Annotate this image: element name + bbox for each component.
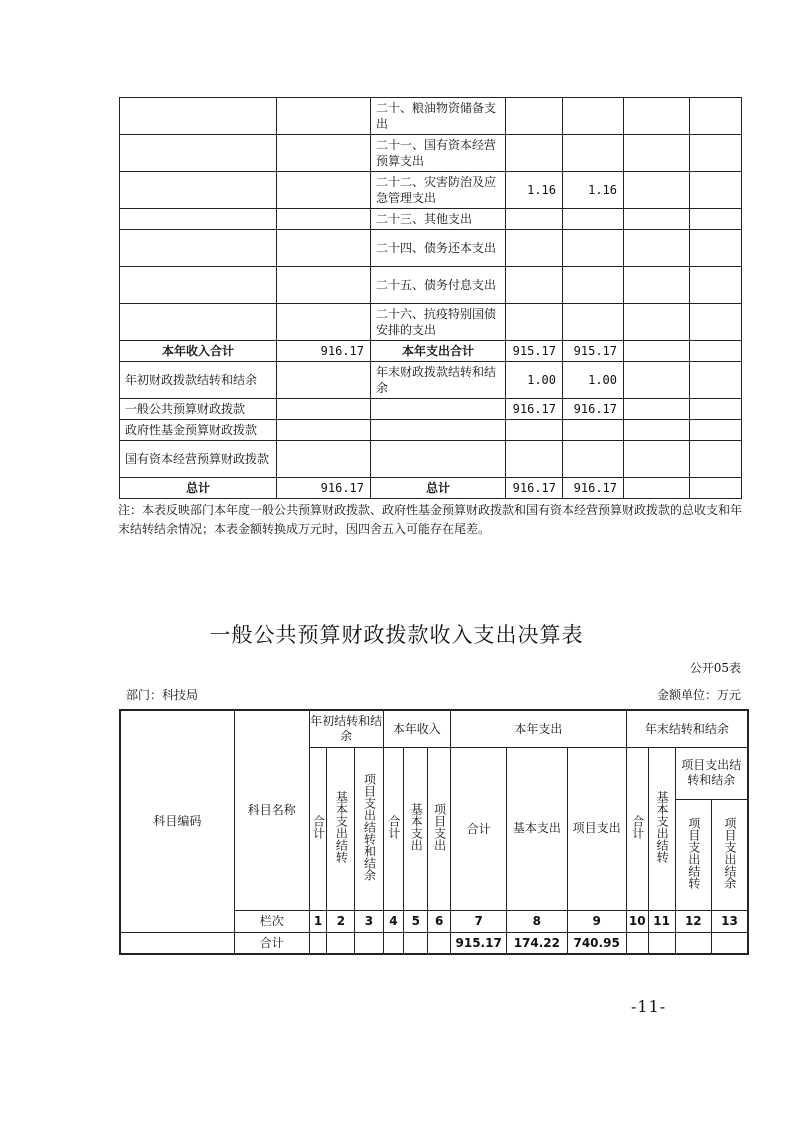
column-index-2: 2 <box>327 910 355 932</box>
table-cell: 国有资本经营预算财政拨款 <box>120 441 277 478</box>
table-cell: 916.17 <box>277 478 371 499</box>
table-row <box>120 399 742 420</box>
table-cell: 年末财政拨款结转和结余 <box>371 362 506 399</box>
column-index-11: 11 <box>648 910 675 932</box>
table-cell <box>624 478 690 499</box>
table-cell <box>277 267 371 304</box>
table-cell <box>371 420 506 441</box>
header-income-project: 项目支出 <box>432 802 447 851</box>
total-value-2 <box>327 932 355 954</box>
total-value-11 <box>648 932 675 954</box>
header-income-basic: 基本支出 <box>409 802 424 851</box>
table-cell <box>120 98 277 135</box>
table-cell <box>277 230 371 267</box>
table-cell <box>690 230 742 267</box>
column-index-1: 1 <box>309 910 327 932</box>
header-begin-group: 年初结转和结余 <box>309 710 383 747</box>
table-cell: 本年收入合计 <box>120 341 277 362</box>
table-cell <box>624 399 690 420</box>
table-cell <box>624 209 690 230</box>
table-row <box>120 420 742 441</box>
header-end-total: 合计 <box>630 814 645 839</box>
header-expense-basic: 基本支出 <box>507 747 567 910</box>
table-cell <box>277 399 371 420</box>
table-cell <box>277 420 371 441</box>
column-index-12: 12 <box>675 910 711 932</box>
table-cell <box>690 441 742 478</box>
table-cell <box>277 362 371 399</box>
table-cell: 916.17 <box>506 478 563 499</box>
table-cell <box>277 209 371 230</box>
table-cell <box>277 304 371 341</box>
table-cell: 总计 <box>120 478 277 499</box>
table-cell: 二十五、债务付息支出 <box>371 267 506 304</box>
table-cell <box>120 172 277 209</box>
table-cell: 915.17 <box>506 341 563 362</box>
column-index-13: 13 <box>712 910 749 932</box>
table-cell <box>563 230 624 267</box>
total-value-13 <box>712 932 749 954</box>
header-income-total: 合计 <box>386 814 401 839</box>
table-cell: 二十六、抗疫特别国债安排的支出 <box>371 304 506 341</box>
table-cell <box>371 441 506 478</box>
total-value-3 <box>355 932 383 954</box>
table-row <box>120 362 742 399</box>
table-cell: 二十一、国有资本经营预算支出 <box>371 135 506 172</box>
header-code: 科目编码 <box>120 710 234 932</box>
total-value-8: 174.22 <box>507 932 567 954</box>
table-cell <box>624 341 690 362</box>
header-end-project-group: 项目支出结转和结余 <box>675 747 748 799</box>
table-row <box>120 230 742 267</box>
table-cell: 一般公共预算财政拨款 <box>120 399 277 420</box>
table-row <box>120 441 742 478</box>
table-cell: 年初财政拨款结转和结余 <box>120 362 277 399</box>
table-cell <box>563 209 624 230</box>
table-cell: 916.17 <box>563 399 624 420</box>
total-value-6 <box>428 932 451 954</box>
table-cell <box>563 267 624 304</box>
table-row <box>120 209 742 230</box>
header-expense-project: 项目支出 <box>567 747 626 910</box>
table-cell <box>563 98 624 135</box>
total-value-7: 915.17 <box>451 932 507 954</box>
table-cell <box>690 399 742 420</box>
table-cell <box>690 341 742 362</box>
header-expense-group: 本年支出 <box>451 710 627 747</box>
column-index-4: 4 <box>383 910 404 932</box>
budget-summary-table <box>119 97 742 499</box>
table-cell: 1.00 <box>563 362 624 399</box>
header-begin-basic: 基本支出结转 <box>334 790 349 863</box>
page-number: -11- <box>631 997 667 1016</box>
index-label: 栏次 <box>234 910 309 932</box>
total-row-code <box>120 932 234 954</box>
department-label: 部门：科技局 <box>126 688 199 702</box>
table-cell: 916.17 <box>506 399 563 420</box>
table-row <box>120 172 742 209</box>
table-cell <box>624 172 690 209</box>
table-cell <box>690 209 742 230</box>
table-cell <box>690 172 742 209</box>
table-cell <box>563 304 624 341</box>
column-index-10: 10 <box>626 910 648 932</box>
column-index-5: 5 <box>404 910 428 932</box>
table-cell <box>690 478 742 499</box>
table-cell <box>506 135 563 172</box>
table-cell <box>690 304 742 341</box>
table-row <box>120 98 742 135</box>
header-end-basic: 基本支出结转 <box>655 790 670 863</box>
table-cell <box>506 420 563 441</box>
general-budget-table <box>119 709 749 955</box>
table-cell <box>624 135 690 172</box>
header-end-project-surplus: 项目支出结余 <box>723 816 737 889</box>
table-cell <box>120 304 277 341</box>
table-cell <box>506 267 563 304</box>
unit-label: 金额单位：万元 <box>656 688 741 702</box>
total-value-10 <box>626 932 648 954</box>
column-index-6: 6 <box>428 910 451 932</box>
table-row <box>120 135 742 172</box>
table-cell <box>277 135 371 172</box>
table-cell <box>120 209 277 230</box>
header-income-group: 本年收入 <box>383 710 451 747</box>
table-cell: 1.16 <box>563 172 624 209</box>
total-value-12 <box>675 932 711 954</box>
table-cell <box>624 362 690 399</box>
total-value-9: 740.95 <box>567 932 626 954</box>
column-index-8: 8 <box>507 910 567 932</box>
page-title: 一般公共预算财政拨款收入支出决算表 <box>209 623 584 647</box>
table-cell: 政府性基金预算财政拨款 <box>120 420 277 441</box>
column-index-9: 9 <box>567 910 626 932</box>
table-cell <box>624 441 690 478</box>
column-index-3: 3 <box>355 910 383 932</box>
table-cell <box>120 267 277 304</box>
table-cell <box>506 98 563 135</box>
table-cell <box>277 98 371 135</box>
table-cell: 916.17 <box>563 478 624 499</box>
table-cell <box>690 135 742 172</box>
table-row <box>120 341 742 362</box>
form-number: 公开05表 <box>689 661 741 675</box>
total-value-1 <box>309 932 327 954</box>
table-cell <box>506 304 563 341</box>
header-end-group: 年末结转和结余 <box>626 710 748 747</box>
table-cell <box>120 230 277 267</box>
table-cell <box>690 98 742 135</box>
table-cell <box>277 172 371 209</box>
table-cell: 二十四、债务还本支出 <box>371 230 506 267</box>
table-cell <box>624 267 690 304</box>
table-cell: 916.17 <box>277 341 371 362</box>
table-cell <box>506 441 563 478</box>
table-cell: 1.16 <box>506 172 563 209</box>
table-cell <box>624 98 690 135</box>
total-value-4 <box>383 932 404 954</box>
table-cell <box>371 399 506 420</box>
total-row-label: 合计 <box>234 932 309 954</box>
table-cell <box>690 267 742 304</box>
header-expense-total: 合计 <box>451 747 507 910</box>
table-cell: 1.00 <box>506 362 563 399</box>
table-cell: 二十、粮油物资储备支出 <box>371 98 506 135</box>
header-end-project-carry: 项目支出结转 <box>686 816 701 889</box>
table-cell <box>624 420 690 441</box>
table-cell <box>624 230 690 267</box>
table-row <box>120 304 742 341</box>
column-index-7: 7 <box>451 910 507 932</box>
table-cell <box>563 441 624 478</box>
table-cell <box>624 304 690 341</box>
table-cell: 本年支出合计 <box>371 341 506 362</box>
header-begin-project: 项目支出结转和结余 <box>362 772 377 881</box>
header-begin-total: 合计 <box>311 814 326 839</box>
table-cell <box>690 420 742 441</box>
header-name: 科目名称 <box>234 710 309 910</box>
table-row <box>120 478 742 499</box>
table-cell: 915.17 <box>563 341 624 362</box>
total-value-5 <box>404 932 428 954</box>
table-row <box>120 267 742 304</box>
table-cell <box>506 230 563 267</box>
table-cell <box>120 135 277 172</box>
table-note: 注：本表反映部门本年度一般公共预算财政拨款、政府性基金预算财政拨款和国有资本经营预算财政拨款的总收支和年末结转结余情况；本表金额转换成万元时，因四舍五入可能存在尾差。 <box>118 503 743 536</box>
table-cell: 二十二、灾害防治及应急管理支出 <box>371 172 506 209</box>
table-cell <box>506 209 563 230</box>
table-cell <box>563 420 624 441</box>
table-cell <box>277 441 371 478</box>
table-cell: 二十三、其他支出 <box>371 209 506 230</box>
table-cell <box>690 362 742 399</box>
table-cell <box>563 135 624 172</box>
table-cell: 总计 <box>371 478 506 499</box>
